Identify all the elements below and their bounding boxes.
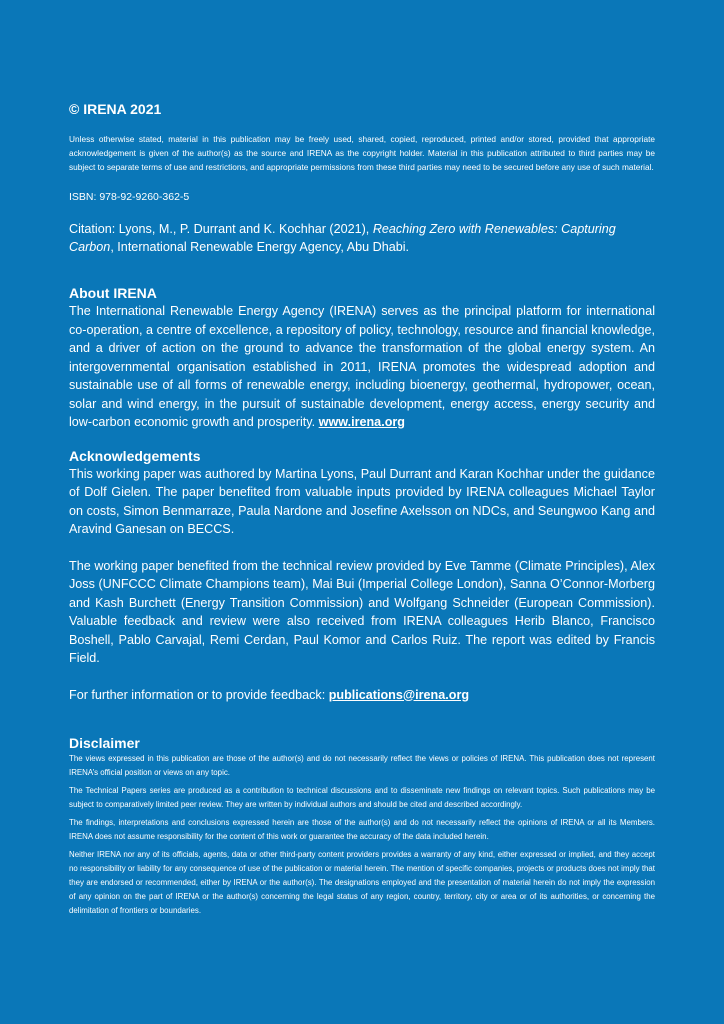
about-heading: About IRENA	[69, 285, 157, 301]
citation-prefix: Citation: Lyons, M., P. Durrant and K. Kochhar (2021),	[69, 222, 373, 236]
feedback-text: For further information or to provide feedback:	[69, 687, 329, 702]
isbn: ISBN: 978-92-9260-362-5	[69, 191, 190, 203]
about-body: The International Renewable Energy Agency (IRENA) serves as the principal platform for international co-operation, a centre of excellence, a repository of policy, technology, resource and financial knowledge, and a driver of action on the ground to advance the transformation of the global energy system. An intergovernmental organisation established in 2011, IRENA promotes the widespread adoption and sustainable use of all forms of renewable energy, including bioenergy, geothermal, hydropower, ocean, solar and wind energy, in the pursuit of sustainable development, energy access, energy security and low-carbon economic growth and prosperity.	[69, 304, 655, 429]
disclaimer-paragraph: The Technical Papers series are produced as a contribution to technical discussions and to disseminate new findings on relevant topics. Such publications may be subject to comparatively limited peer review. They are written by individual authors and should be cited and described accordingly.	[69, 786, 655, 809]
feedback-line	[69, 686, 655, 705]
disclaimer-paragraph: Neither IRENA nor any of its officials, agents, data or other third-party content providers provides a warranty of any kind, either expressed or implied, and they accept no responsibility or liability for any consequence of use of the publication or material herein. The mention of specific companies, projects or products does not imply that they are endorsed or recommended, either by IRENA or the author(s). The designations employed and the presentation of material herein do not imply the expression of any opinion on the part of IRENA or the author(s) concerning the legal status of any region, country, territory, city or area or of its authorities, or concerning the delimitation of frontiers or boundaries.	[69, 850, 655, 915]
acknowledgements-heading: Acknowledgements	[69, 447, 201, 464]
copyright: © IRENA 2021	[69, 101, 162, 117]
acknowledgements-paragraph-2: The working paper benefited from the technical review provided by Eve Tamme (Climate Principles), Alex Joss (UNFCCC Climate Champions team), Mai Bui (Imperial College London), Sanna O’Connor-Morberg and Kash Burchett (Energy Transition Commission) and Wolfgang Schneider (European Commission). Valuable feedback and review were also received from IRENA colleagues Herib Blanco, Francisco Boshell, Pablo Carvajal, Remi Cerdan, Paul Komor and Carlos Ruiz. The report was edited by Francis Field.	[69, 558, 655, 665]
citation	[69, 220, 655, 256]
license-text: Unless otherwise stated, material in this publication may be freely used, shared, copied, reproduced, printed and/or stored, provided that appropriate acknowledgement is given of the author(s) as the source and IRENA as the copyright holder. Material in this publication attributed to third parties may be subject to separate terms of use and restrictions, and appropriate permissions from these third parties may need to be secured before any use of such material.	[69, 134, 655, 172]
acknowledgements-paragraph-1: This working paper was authored by Martina Lyons, Paul Durrant and Karan Kochhar under the guidance of Dolf Gielen. The paper benefited from valuable inputs provided by IRENA colleagues Michael Taylor on costs, Simon Benmarraze, Paula Nardone and Josefine Axelsson on NDCs, and Seungwoo Kang and Aravind Ganesan on BECCS.	[69, 466, 655, 536]
content	[69, 100, 655, 922]
disclaimer-paragraph: The views expressed in this publication are those of the author(s) and do not necessarily reflect the views or policies of IRENA. This publication does not represent IRENA’s official position or views on any topic.	[69, 754, 655, 777]
about-section	[69, 284, 655, 432]
publications-email-link[interactable]: publications@irena.org	[328, 687, 470, 702]
disclaimer-paragraph: The findings, interpretations and conclusions expressed herein are those of the author(s) and do not necessarily reflect the opinions of IRENA or all its Members. IRENA does not assume responsibility for the content of this work or guarantee the accuracy of the data included herein.	[69, 818, 655, 841]
citation-suffix: , International Renewable Energy Agency, Abu Dhabi.	[110, 240, 410, 254]
disclaimer-heading: Disclaimer	[69, 735, 140, 751]
about-text	[69, 302, 655, 432]
disclaimer-section	[69, 734, 655, 918]
irena-website-link[interactable]: www.irena.org	[318, 415, 405, 429]
citation-title: Reaching Zero with Renewables: Capturing Carbon	[69, 222, 616, 254]
acknowledgements-section	[69, 447, 655, 705]
